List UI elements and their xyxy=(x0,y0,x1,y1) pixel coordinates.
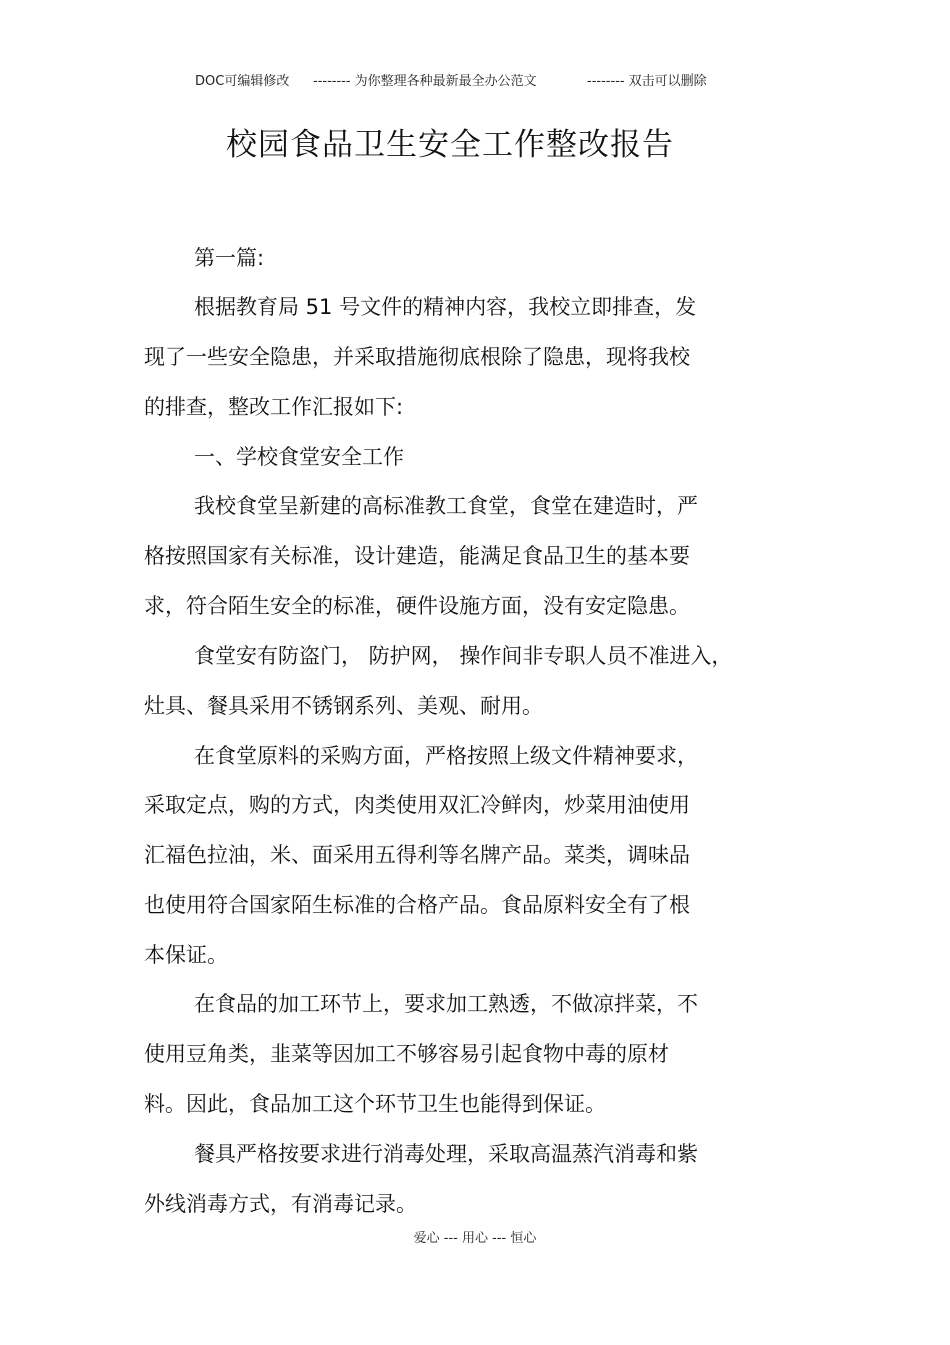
body-line: 我校食堂呈新建的高标准教工食堂，食堂在建造时，严 xyxy=(194,494,698,518)
page-footer: 爱心 --- 用心 --- 恒心 xyxy=(413,1231,537,1246)
header-office-text: -------- 为你整理各种最新最全办公范文 xyxy=(313,74,537,89)
body-line: 灶具、餐具采用不锈钢系列、美观、耐用。 xyxy=(144,694,543,718)
document-title: 校园食品卫生安全工作整改报告 xyxy=(226,127,674,163)
body-line: 本保证。 xyxy=(144,943,228,967)
body-line: 料。因此，食品加工这个环节卫生也能得到保证。 xyxy=(144,1092,606,1116)
header-delete-hint: -------- 双击可以删除 xyxy=(587,74,707,89)
body-line: 使用豆角类，韭菜等因加工不够容易引起食物中毒的原材 xyxy=(144,1042,669,1066)
body-line: 餐具严格按要求进行消毒处理，采取高温蒸汽消毒和紫 xyxy=(194,1142,698,1166)
body-line: 根据教育局 51 号文件的精神内容，我校立即排查，发 xyxy=(194,295,697,319)
body-line: 外线消毒方式，有消毒记录。 xyxy=(144,1192,417,1216)
body-line: 食堂安有防盗门， 防护网， 操作间非专职人员不准进入， xyxy=(194,644,733,668)
body-line: 在食堂原料的采购方面，严格按照上级文件精神要求， xyxy=(194,744,698,768)
body-line: 也使用符合国家陌生标准的合格产品。食品原料安全有了根 xyxy=(144,893,690,917)
page-header xyxy=(0,72,950,92)
body-line: 的排查，整改工作汇报如下: xyxy=(144,395,404,419)
header-doc-label: DOC可编辑修改 xyxy=(195,74,290,89)
section-heading: 一、学校食堂安全工作 xyxy=(194,445,404,469)
body-line: 求，符合陌生安全的标准，硬件设施方面，没有安定隐患。 xyxy=(144,594,690,618)
body-line: 现了一些安全隐患，并采取措施彻底根除了隐患，现将我校 xyxy=(144,345,690,369)
body-line: 采取定点，购的方式，肉类使用双汇冷鲜肉，炒菜用油使用 xyxy=(144,793,690,817)
body-line: 汇福色拉油，米、面采用五得利等名牌产品。菜类，调味品 xyxy=(144,843,690,867)
body-line: 第一篇: xyxy=(194,246,265,270)
body-line: 在食品的加工环节上，要求加工熟透，不做凉拌菜，不 xyxy=(194,992,698,1016)
body-line: 格按照国家有关标准，设计建造，能满足食品卫生的基本要 xyxy=(144,544,690,568)
